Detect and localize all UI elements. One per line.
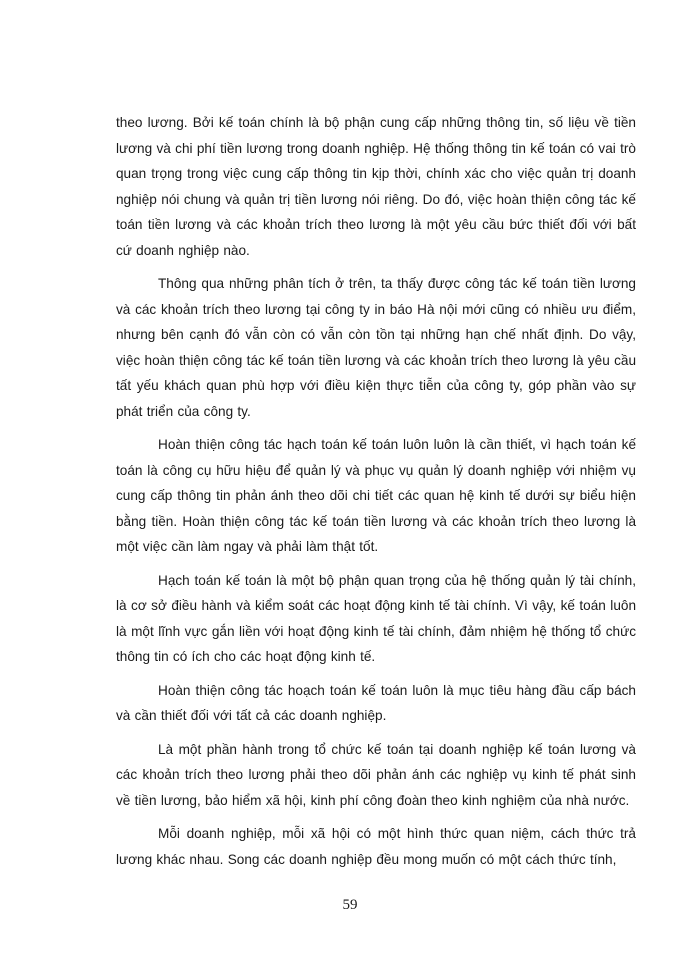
paragraph-1: theo lương. Bởi kế toán chính là bộ phận cung cấp những thông tin, số liệu về tiền lương và chi phí tiền lương trong doanh nghiệp. Hệ thống thông tin kế toán có vai trò quan trọng trong việc cung cấp thông tin kịp thời, chính xác cho việc quản trị doanh nghiệp nói chung và quản trị tiền lương nói riêng. Do đó, việc hoàn thiện công tác kế toán tiền lương và các khoản trích theo lương là một yêu cầu bức thiết đối với bất cứ doanh nghiệp nào.	[116, 115, 636, 258]
paragraph-7: Mỗi doanh nghiệp, mỗi xã hội có một hình thức quan niệm, cách thức trả lương khác nhau. Song các doanh nghiệp đều mong muốn có một cách thức tính,	[116, 826, 636, 867]
page-number: 59	[342, 897, 358, 913]
paragraph-3: Hoàn thiện công tác hạch toán kế toán luôn luôn là cần thiết, vì hạch toán kế toán là công cụ hữu hiệu để quản lý và phục vụ quản lý doanh nghiệp với nhiệm vụ cung cấp thông tin phản ánh theo dõi chi tiết các quan hệ kinh tế dưới sự biểu hiện bằng tiền. Hoàn thiện công tác kế toán tiền lương và các khoản trích theo lương là một việc cần làm ngay và phải làm thật tốt.	[116, 437, 636, 554]
page-body	[116, 110, 636, 880]
paragraph-4: Hạch toán kế toán là một bộ phận quan trọng của hệ thống quản lý tài chính, là cơ sở điều hành và kiểm soát các hoạt động kinh tế tài chính. Vì vậy, kế toán luôn là một lĩnh vực gắn liền với hoạt động kinh tế tài chính, đảm nhiệm hệ thống tổ chức thông tin có ích cho các hoạt động kinh tế.	[116, 572, 636, 664]
paragraph-5: Hoàn thiện công tác hoạch toán kế toán luôn là mục tiêu hàng đầu cấp bách và cần thiết đối với tất cả các doanh nghiệp.	[116, 682, 636, 723]
paragraph-6: Là một phần hành trong tổ chức kế toán tại doanh nghiệp kế toán lương và các khoản trích theo lương phải theo dõi phản ánh các nghiệp vụ kinh tế phát sinh về tiền lương, bảo hiểm xã hội, kinh phí công đoàn theo kinh nghiệm của nhà nước.	[116, 741, 636, 808]
paragraph-2: Thông qua những phân tích ở trên, ta thấy được công tác kế toán tiền lương và các khoản trích theo lương tại công ty in báo Hà nội mới cũng có nhiều ưu điểm, nhưng bên cạnh đó vẫn còn có vẫn còn tồn tại những hạn chế nhất định. Do vậy, việc hoàn thiện công tác kế toán tiền lương và các khoản trích theo lương là yêu cầu tất yếu khách quan phù hợp với điều kiện thực tiễn của công ty, góp phần vào sự phát triển của công ty.	[116, 276, 636, 419]
